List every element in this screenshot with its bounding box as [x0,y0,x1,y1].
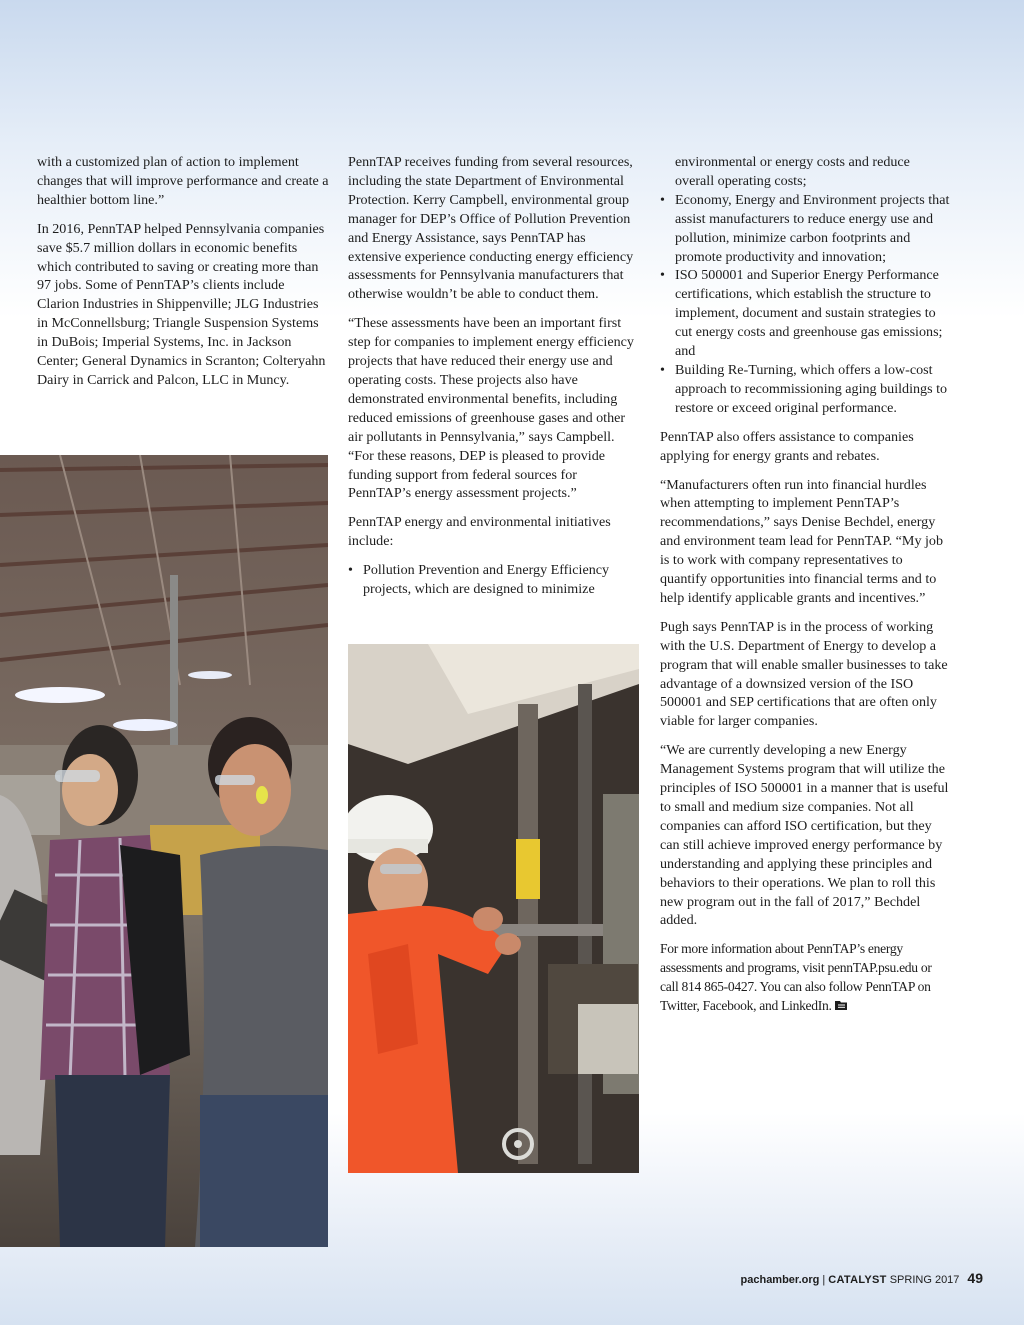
end-of-article-icon [834,1000,848,1011]
paragraph: Pugh says PennTAP is in the process of working with the U.S. Department of Energy to develop a program that will enable smaller businesses to take advantage of a downsized version of the ISO 500001 and SEP certifications that are often only viable for larger companies. [660,618,948,730]
paragraph: with a customized plan of action to implement changes that will improve performance and create a healthier bottom line.” [37,154,329,208]
list-item: • Building Re-Turning, which offers a low-cost approach to recommissioning aging buildings to restore or exceed original performance. [660,361,952,418]
article-column-2 [348,153,640,609]
issue-label: SPRING 2017 [889,1274,960,1286]
page-footer [741,1270,983,1286]
list-item: • Pollution Prevention and Energy Efficiency projects, which are designed to minimize [348,561,640,599]
article-column-3 [660,153,952,1026]
magazine-name: CATALYST [828,1274,887,1286]
paragraph: PennTAP also offers assistance to companies applying for energy grants and rebates. [660,428,914,464]
paragraph: “These assessments have been an important first step for companies to implement energy efficiency projects that have reduced their energy use and operating costs. These projects also have demonstrated environmental benefits, including reduced emissions of greenhouse gases and other air pollutants in Pennsylvania,” says Campbell. “For these reasons, DEP is pleased to provide funding support from federal sources for PennTAP’s energy assessment projects.” [348,315,634,502]
website-url: pachamber.org [740,1274,820,1286]
article-column-1 [37,153,329,400]
factory-tour-photo [0,455,328,1247]
contact-paragraph [660,940,952,1016]
list-item: • Economy, Energy and Environment projects that assist manufacturers to reduce energy use and pollution, minimize carbon footprints and promote productivity and innovation; [660,191,952,267]
initiatives-list-continued [660,191,952,418]
page-number: 49 [967,1270,983,1286]
paragraph: “Manufacturers often run into financial hurdles when attempting to implement PennTAP’s recommendations,” says Denise Bechdel, energy and environment team lead for PennTAP. “My job is to work with company representatives to quantify opportunities into financial terms and to help identify applicable grants and incentives.” [660,476,944,606]
list-item: • ISO 500001 and Superior Energy Performance certifications, which establish the structure to implement, document and sustain strategies to cut energy costs and greenhouse gas emissions; and [660,266,952,361]
paragraph: PennTAP receives funding from several resources, including the state Department of Environmental Protection. Kerry Campbell, environmental group manager for DEP’s Office of Pollution Prevention and Energy Assistance, says PennTAP has extensive experience conducting energy efficiency assessments for Pennsylvania manufacturers that otherwise wouldn’t be able to conduct them. [348,154,634,303]
contact-text: For more information about PennTAP’s energy assessments and programs, visit pennTAP.psu.edu or call 814 865-0427. You can also follow PennTAP on Twitter, Facebook, and LinkedIn. [660,941,932,1014]
paragraph: “We are currently developing a new Energy Management Systems program that will utilize the principles of ISO 500001 in a manner that is useful to small and medium size companies. Not all companies can afford ISO certification, but they can still achieve improved energy performance by understanding and applying these principles and behaviors to their operations. We plan to roll this new program out in the fall of 2017,” Bechdel added. [660,742,949,929]
paragraph: In 2016, PennTAP helped Pennsylvania companies save $5.7 million dollars in economic benefits which contributed to saving or creating more than 97 jobs. Some of PennTAP’s clients include Clarion Industries in Shippenville; JLG Industries in McConnellsburg; Triangle Suspension Systems in DuBois; Imperial Systems, Inc. in Jackson Center; General Dynamics in Scranton; Colteryahn Dairy in Carrick and Palcon, LLC in Muncy. [37,220,326,388]
worker-inspecting-valve-photo [348,644,639,1173]
paragraph: PennTAP energy and environmental initiatives include: [348,514,611,550]
footer-separator: | [822,1274,826,1286]
initiatives-list [348,561,640,599]
list-item-continuation: environmental or energy costs and reduce overall operating costs; [675,154,910,189]
